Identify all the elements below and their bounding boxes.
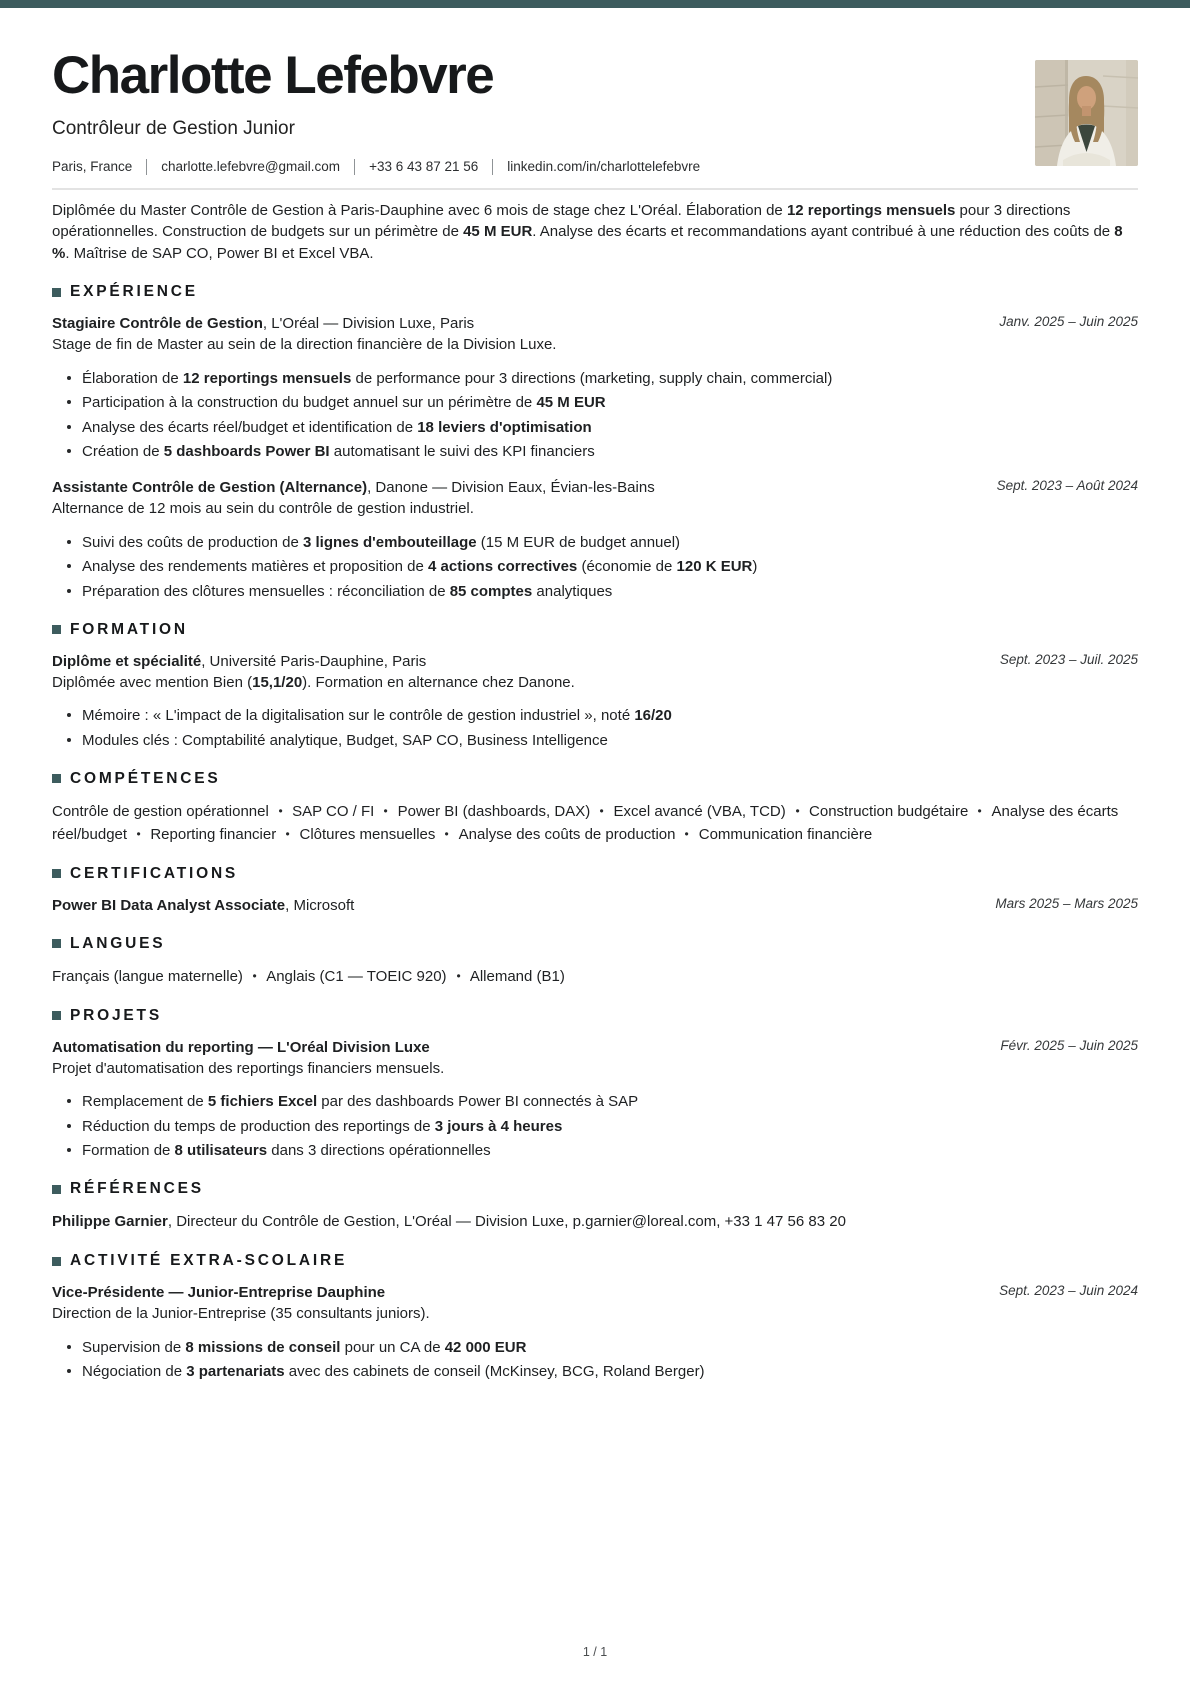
text: Réduction du temps de production des reportings de xyxy=(82,1117,435,1135)
text: Modules clés : Comptabilité analytique, Budget, SAP CO, Business Intelligence xyxy=(82,731,608,749)
candidate-name: Charlotte Lefebvre xyxy=(52,46,494,105)
page-body xyxy=(0,48,1190,1382)
section-certifications xyxy=(52,865,1138,916)
text: Préparation des clôtures mensuelles : réconciliation de xyxy=(82,582,450,600)
reference-line xyxy=(52,1210,1138,1233)
entry-heading xyxy=(52,477,655,498)
text: Négociation de xyxy=(82,1363,187,1381)
section-title-label: CERTIFICATIONS xyxy=(70,864,239,882)
sections-container xyxy=(52,283,1138,1382)
bold-text: Power BI Data Analyst Associate xyxy=(52,896,286,914)
entry xyxy=(52,1282,1138,1382)
bullet-item xyxy=(82,1337,1138,1358)
accent-top-bar xyxy=(0,0,1190,8)
bold-text: Stagiaire Contrôle de Gestion xyxy=(52,315,263,333)
text: Supervision de xyxy=(82,1338,186,1356)
text: de performance pour 3 directions (marketing, supply chain, commercial) xyxy=(351,369,833,387)
header-divider xyxy=(52,188,1138,190)
bold-text: 85 comptes xyxy=(449,582,533,600)
bold-text: 3 partenariats xyxy=(186,1363,285,1381)
section-title-label: EXPÉRIENCE xyxy=(70,283,198,301)
list-item: Allemand (B1) xyxy=(469,967,565,985)
text: . Maîtrise de SAP CO, Power BI et Excel VBA. xyxy=(65,244,374,262)
bullet-item xyxy=(82,1140,1138,1161)
bold-text: 3 jours à 4 heures xyxy=(434,1117,563,1135)
section-langues xyxy=(52,935,1138,988)
entry-date-range: Févr. 2025 – Juin 2025 xyxy=(1000,1037,1138,1053)
bold-text: 45 M EUR xyxy=(463,223,533,241)
list-separator: • xyxy=(456,969,461,983)
section-title-label: ACTIVITÉ EXTRA-SCOLAIRE xyxy=(70,1252,348,1270)
text: Suivi des coûts de production de xyxy=(82,533,303,551)
bullet-item xyxy=(82,441,1138,462)
entry-heading xyxy=(52,1282,385,1303)
text: Analyse des écarts réel/budget et identification de xyxy=(82,418,418,436)
list-item: Anglais (C1 — TOEIC 920) xyxy=(266,967,447,985)
list-item: Excel avancé (VBA, TCD) xyxy=(613,802,786,820)
text: pour un CA de xyxy=(340,1338,445,1356)
text: pour 3 directions opérationnelles. Construction de budgets sur un périmètre de xyxy=(52,201,1071,241)
list-separator: • xyxy=(977,804,983,818)
text: , Microsoft xyxy=(285,896,355,914)
list-item: Reporting financier xyxy=(150,825,277,843)
bullet-item xyxy=(82,1091,1138,1112)
bullet-item xyxy=(82,581,1138,602)
section-marker-square-icon xyxy=(52,1257,61,1266)
text: Diplômée du Master Contrôle de Gestion à Paris-Dauphine avec 6 mois de stage chez L'Oréal. Élaboration de xyxy=(52,201,787,219)
text: avec des cabinets de conseil (McKinsey, BCG, Roland Berger) xyxy=(284,1363,705,1381)
list-item: Communication financière xyxy=(698,825,873,843)
text: Projet d'automatisation des reportings financiers mensuels. xyxy=(52,1059,445,1077)
section-marker-square-icon xyxy=(52,1011,61,1020)
text: dans 3 directions opérationnelles xyxy=(267,1142,491,1160)
bold-text: Philippe Garnier xyxy=(52,1213,168,1231)
profile-photo-illustration xyxy=(1035,60,1138,166)
list-item: Analyse des coûts de production xyxy=(458,825,676,843)
list-item: Construction budgétaire xyxy=(809,802,969,820)
section-competences xyxy=(52,770,1138,846)
text: , Université Paris-Dauphine, Paris xyxy=(201,652,427,670)
page-number: 1 / 1 xyxy=(582,1645,608,1659)
inline-skill-list xyxy=(52,965,1138,988)
entry-bullet-list xyxy=(52,1337,1138,1383)
list-separator: • xyxy=(278,804,283,818)
bullet-item xyxy=(82,556,1138,577)
list-item: Clôtures mensuelles xyxy=(299,825,436,843)
section-activite-extra-scolaire xyxy=(52,1252,1138,1382)
text: , L'Oréal — Division Luxe, Paris xyxy=(262,315,475,333)
bold-text: 4 actions correctives xyxy=(428,558,578,576)
text: (économie de xyxy=(577,558,677,576)
section-marker-square-icon xyxy=(52,625,61,634)
list-separator: • xyxy=(383,804,389,818)
entry-heading xyxy=(52,1037,430,1058)
entry xyxy=(52,895,1138,916)
entry xyxy=(52,477,1138,602)
bold-text: 120 K EUR xyxy=(676,558,753,576)
entry-date-range: Sept. 2023 – Juin 2024 xyxy=(999,1283,1138,1299)
entry-heading xyxy=(52,651,426,672)
section-title-label: RÉFÉRENCES xyxy=(70,1180,204,1198)
list-item: SAP CO / FI xyxy=(292,802,375,820)
text: , Directeur du Contrôle de Gestion, L'Oréal — Division Luxe, p.garnier@loreal.com, +33 1 47 56 83 20 xyxy=(167,1213,846,1231)
contact-separator xyxy=(146,159,147,175)
section-marker-square-icon xyxy=(52,939,61,948)
entry-heading-row xyxy=(52,1282,1138,1303)
header-text-block xyxy=(52,48,1035,175)
entry-bullet-list xyxy=(52,532,1138,602)
contact-separator xyxy=(354,159,355,175)
section-title xyxy=(52,1252,1138,1270)
entry-bullet-list xyxy=(52,705,1138,751)
text: . Analyse des écarts et recommandations ayant contribué à une réduction des coûts de xyxy=(532,223,1115,241)
bold-text: 18 leviers d'optimisation xyxy=(417,418,592,436)
section-marker-square-icon xyxy=(52,869,61,878)
text: automatisant le suivi des KPI financiers xyxy=(329,443,595,461)
entry-subtitle xyxy=(52,334,1138,356)
bullet-item xyxy=(82,705,1138,726)
section-title xyxy=(52,1007,1138,1025)
section-title xyxy=(52,935,1138,953)
bold-text: 5 dashboards Power BI xyxy=(163,443,330,461)
bold-text: 8 utilisateurs xyxy=(174,1142,268,1160)
entry-date-range: Mars 2025 – Mars 2025 xyxy=(995,895,1138,911)
bold-text: 8 % xyxy=(52,223,1123,262)
text: Formation de xyxy=(82,1142,175,1160)
list-separator: • xyxy=(685,827,690,841)
text: analytiques xyxy=(532,582,613,600)
section-formation xyxy=(52,621,1138,751)
list-item: Analyse des écarts réel/budget xyxy=(52,802,1119,843)
bold-text: Diplôme et spécialité xyxy=(52,652,202,670)
entry-heading-row xyxy=(52,895,1138,916)
bold-text: 15,1/20 xyxy=(252,673,303,691)
entry-date-range: Janv. 2025 – Juin 2025 xyxy=(999,314,1138,330)
text: Élaboration de xyxy=(82,369,183,387)
text: Analyse des rendements matières et proposition de xyxy=(82,558,429,576)
text: ) xyxy=(752,558,758,576)
contact-item: charlotte.lefebvre@gmail.com xyxy=(161,159,341,175)
section-projets xyxy=(52,1007,1138,1162)
candidate-job-title: Contrôleur de Gestion Junior xyxy=(52,117,295,139)
section-references xyxy=(52,1180,1138,1233)
bold-text: Vice-Présidente — Junior-Entreprise Dauphine xyxy=(52,1284,386,1302)
text: Création de xyxy=(82,443,164,461)
list-separator: • xyxy=(252,969,257,983)
section-title xyxy=(52,770,1138,788)
entry xyxy=(52,313,1138,462)
entry-bullet-list xyxy=(52,1091,1138,1161)
section-marker-square-icon xyxy=(52,288,61,297)
text: Mémoire : « L'impact de la digitalisation sur le contrôle de gestion industriel », noté xyxy=(82,707,635,725)
bullet-item xyxy=(82,730,1138,751)
contact-item: Paris, France xyxy=(52,159,133,175)
entry-heading xyxy=(52,313,474,334)
entry-date-range: Sept. 2023 – Juil. 2025 xyxy=(999,651,1138,667)
section-title-label: PROJETS xyxy=(70,1006,162,1024)
bold-text: Automatisation du reporting — L'Oréal Division Luxe xyxy=(52,1038,430,1056)
text: Direction de la Junior-Entreprise (35 consultants juniors). xyxy=(52,1305,430,1323)
text: Diplômée avec mention Bien ( xyxy=(52,673,253,691)
entry-subtitle xyxy=(52,498,1138,520)
entry-heading-row xyxy=(52,1037,1138,1058)
bold-text: 5 fichiers Excel xyxy=(207,1093,318,1111)
bold-text: Assistante Contrôle de Gestion (Alternance) xyxy=(52,479,368,497)
section-marker-square-icon xyxy=(52,1185,61,1194)
bold-text: 12 reportings mensuels xyxy=(182,369,352,387)
list-separator: • xyxy=(136,827,141,841)
profile-photo xyxy=(1035,60,1138,166)
list-separator: • xyxy=(599,804,604,818)
section-title xyxy=(52,283,1138,301)
text: , Danone — Division Eaux, Évian-les-Bains xyxy=(367,479,655,497)
contact-separator xyxy=(492,159,493,175)
list-separator: • xyxy=(444,827,450,841)
bullet-item xyxy=(82,1361,1138,1382)
section-title-label: FORMATION xyxy=(70,620,188,638)
entry-heading-row xyxy=(52,313,1138,334)
entry-subtitle xyxy=(52,1303,1138,1325)
bullet-item xyxy=(82,532,1138,553)
entry-heading-row xyxy=(52,651,1138,672)
bold-text: 16/20 xyxy=(634,707,672,725)
section-title xyxy=(52,865,1138,883)
text: ). Formation en alternance chez Danone. xyxy=(302,673,575,691)
section-marker-square-icon xyxy=(52,774,61,783)
bold-text: 42 000 EUR xyxy=(444,1338,527,1356)
entry-heading-row xyxy=(52,477,1138,498)
text: Remplacement de xyxy=(82,1093,208,1111)
contact-item: linkedin.com/in/charlottelefebvre xyxy=(507,159,701,175)
list-item: Power BI (dashboards, DAX) xyxy=(397,802,591,820)
contact-row xyxy=(52,159,1035,175)
section-title-label: COMPÉTENCES xyxy=(70,769,221,787)
bullet-item xyxy=(82,417,1138,438)
section-experience xyxy=(52,283,1138,602)
bold-text: 8 missions de conseil xyxy=(185,1338,341,1356)
section-title-label: LANGUES xyxy=(70,934,166,952)
header xyxy=(52,48,1138,175)
section-title xyxy=(52,621,1138,639)
bullet-item xyxy=(82,392,1138,413)
entry-bullet-list xyxy=(52,368,1138,463)
bold-text: 45 M EUR xyxy=(536,394,606,412)
entry-date-range: Sept. 2023 – Août 2024 xyxy=(996,478,1138,494)
contact-item: +33 6 43 87 21 56 xyxy=(369,159,479,175)
bullet-item xyxy=(82,368,1138,389)
entry-subtitle xyxy=(52,672,1138,694)
bold-text: 3 lignes d'embouteillage xyxy=(302,533,477,551)
text: Alternance de 12 mois au sein du contrôle de gestion industriel. xyxy=(52,500,474,518)
text: Stage de fin de Master au sein de la direction financière de la Division Luxe. xyxy=(52,336,557,354)
text: (15 M EUR de budget annuel) xyxy=(476,533,681,551)
bullet-item xyxy=(82,1116,1138,1137)
list-separator: • xyxy=(795,804,800,818)
text: par des dashboards Power BI connectés à SAP xyxy=(317,1093,639,1111)
section-title xyxy=(52,1180,1138,1198)
entry-heading xyxy=(52,895,354,916)
entry xyxy=(52,1037,1138,1162)
text: Participation à la construction du budget annuel sur un périmètre de xyxy=(82,394,537,412)
list-item: Français (langue maternelle) xyxy=(52,967,243,985)
bold-text: 12 reportings mensuels xyxy=(786,201,956,219)
entry-subtitle xyxy=(52,1058,1138,1080)
list-item: Contrôle de gestion opérationnel xyxy=(52,802,269,820)
entry xyxy=(52,651,1138,751)
inline-skill-list xyxy=(52,800,1138,846)
summary-paragraph xyxy=(52,200,1138,265)
list-separator: • xyxy=(285,827,290,841)
